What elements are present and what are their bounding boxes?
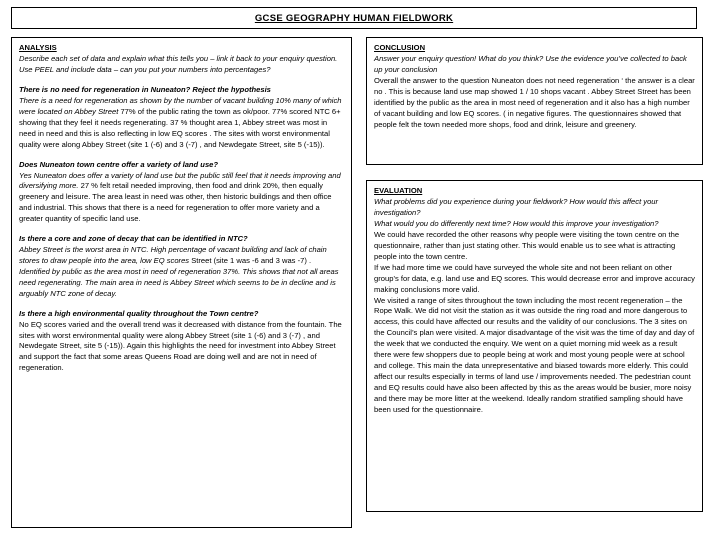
evaluation-body-2: If we had more time we could have surveyed the whole site and not been reliant on other group’s for data, e.g. land use and EQ scores. This would decrease error and improve accuracy making conclusions more valid.	[374, 262, 695, 294]
analysis-question-2-body: 27 % felt retail needed improving, then food and drink 20%, then equally greenery and leisure. The area least in need was other, then historic buildings and then office and industrial. This shows that there is a need for regeneration to offer more variety and a greater quantity of specific land use.	[19, 181, 332, 224]
analysis-spacer-3	[19, 225, 344, 234]
conclusion-body: Overall the answer to the question Nuneaton does not need regeneration ‘ the answer is a clear no . This is because land use map showed 1 / 10 shops vacant . Abbey Street Street has been identified by the public as the area in most need of regeneration and it also has a high number of vacant building and low EQ scores. ( in negative figures. The questionnaires showed that people felt the town needed more shops, food and drink, leisure and greenery.	[374, 76, 695, 129]
analysis-question-3-answer	[19, 245, 344, 300]
analysis-instruction-1: Describe each set of data and explain what this tells you – link it back to your enquiry question.	[19, 54, 338, 64]
evaluation-panel	[366, 180, 703, 512]
analysis-question-4-body: No EQ scores varied and the overall trend was it decreased with distance from the fountain. The sites with worst environmental quality were along Abbey Street (site 1 (-6) and 3 (-7) , and Newdegate Street, site 5 (-15)). Again this highlights the need for investment into Abbey Street and support the fact that some areas Queens Road are doing well and are not in need of regeneration.	[19, 319, 342, 373]
analysis-spacer-4	[19, 300, 344, 309]
analysis-spacer-2	[19, 151, 344, 160]
conclusion-panel	[366, 37, 703, 165]
page-header-banner	[11, 7, 697, 29]
analysis-question-3-mid: Street (site 1 was -6 and 3 was -7) .	[189, 256, 312, 265]
analysis-heading: ANALYSIS	[19, 43, 57, 52]
analysis-question-1-italic-lead: There is a need for regeneration as shown by the number of vacant building 10% many of which were located on Abbey Street	[19, 96, 342, 116]
analysis-question-3-title: Is there a core and zone of decay that can be identified in NTC?	[19, 234, 248, 244]
evaluation-heading: EVALUATION	[374, 186, 423, 195]
analysis-question-1-answer	[19, 96, 344, 151]
analysis-question-2-title: Does Nuneaton town centre offer a variety of land use?	[19, 159, 219, 169]
analysis-question-3-italic-tail: Identified by public as the area most in need of regeneration 37%. This shows that not all areas need regenerating. The main area in need is Abbey Street which seems to be in decline and is arguably NTC zone of decay.	[19, 266, 339, 298]
evaluation-body-3: We visited a range of sites throughout the town including the most recent regeneration – the Rope Walk. We did not visit the station as it was outside the ring road and more dangerous to access, this could have affected our results and the validity of our conclusions. The 3 sites on the Council’s plan were visited. A major disadvantage of the visit was the time of day and day of the week that we conducted the enquiry. We went on a quiet morning mid week as a result there were few shoppers due to people being at work and most young people were at school and college. This main the data unrepresentative and biased towards more elderly. This could affect our results especially in terms of land use / improvements needed. The pedestrian count and EQ results could have also been affected by this as the areas would be busier, more noisy and there may be more litter at the weekend. Ideally random stratified sampling should have been used for the questionnaire.	[374, 295, 695, 414]
analysis-question-4-title: Is there a high environmental quality throughout the Town centre?	[19, 308, 259, 318]
evaluation-body-1: We could have recorded the other reasons why people were visiting the town centre on the questionnaire, rather than just stating other. This would enable us to see what is attracting people into the town centre.	[374, 230, 680, 261]
analysis-panel	[11, 37, 352, 528]
analysis-instruction-2: Use PEEL and include data – can you put your numbers into percentages?	[19, 65, 271, 75]
conclusion-instruction-1: Answer your enquiry question! What do you think? Use the evidence you’ve collected to back up your conclusion	[374, 54, 687, 75]
conclusion-heading: CONCLUSION	[374, 43, 426, 52]
analysis-question-1-title: There is no need for regeneration in Nuneaton? Reject the hypothesis	[19, 85, 271, 95]
analysis-spacer-1	[19, 76, 344, 85]
analysis-question-2-italic-lead: Yes Nuneaton does offer a variety of land use but the public still feel that it needs improving and diversifying more.	[19, 170, 341, 191]
evaluation-instruction-1: What problems did you experience during your fieldwork? How would this affect your investigation?	[374, 197, 659, 218]
analysis-question-2-answer	[19, 171, 344, 226]
evaluation-instruction-2: What would you do differently next time? How would this improve your investigation?	[374, 219, 659, 229]
page-title: GCSE GEOGRAPHY HUMAN FIELDWORK	[254, 12, 454, 24]
analysis-question-1-body: 77% of the public rating the town as ok/poor. 77% scored NTC 6+ showing that they feel it needs regenerating. 37 % thought area 1, Abbey street was most in need in need and this is also reflecting in low EQ scores . The sites with worst environmental quality were along Abbey Street (site 1 (-6) and 3 (-7) , and Newdegate Street, site 5 (-15)).	[19, 106, 341, 149]
analysis-question-3-italic-lead: Abbey Street is the worst area in NTC. High percentage of vacant building and lack of chain stores to draw people into the area, low EQ scores	[19, 245, 327, 265]
